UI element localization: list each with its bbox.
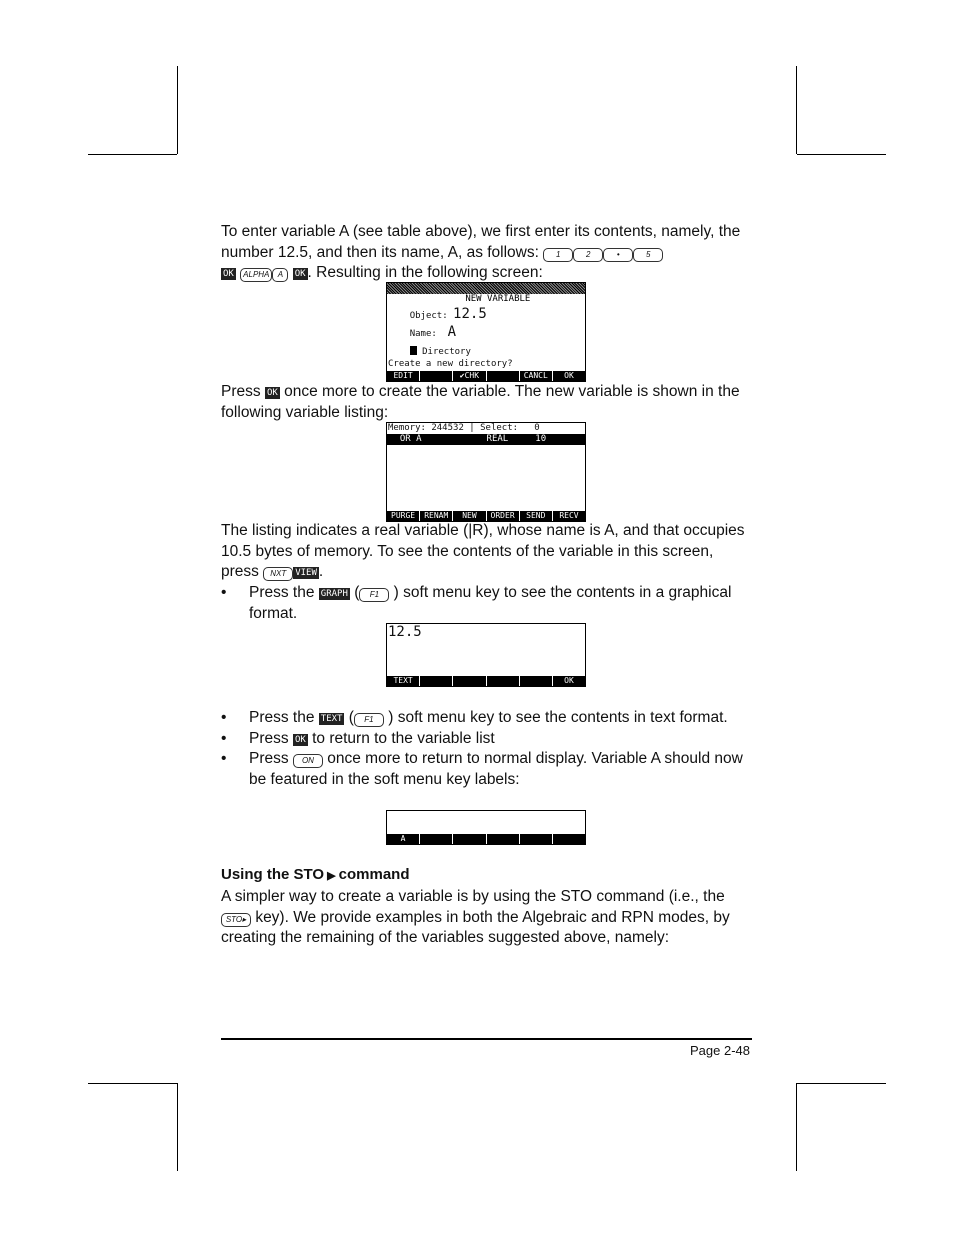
- bullet-normal-display: [221, 749, 751, 790]
- softkey-ok: OK: [266, 388, 278, 398]
- name-value: A: [447, 324, 457, 340]
- sto-line-2: [221, 908, 751, 929]
- intro-line-3: [221, 263, 751, 284]
- press-ok-line-1: [221, 382, 751, 403]
- softkey-blank: [486, 676, 519, 686]
- softkey-text: TEXT: [320, 714, 343, 724]
- intro-line-3-text: . Resulting in the following screen:: [307, 264, 543, 281]
- footer-rule: [221, 1038, 752, 1040]
- object-label: Object:: [409, 311, 448, 321]
- bullet-graph: [221, 583, 751, 624]
- key-1: 1: [543, 248, 573, 262]
- bullet-text: Press the: [249, 709, 315, 726]
- key-f1: F1: [359, 588, 389, 602]
- intro-line-1: To enter variable A (see table above), we first enter its contents, namely, the: [221, 223, 741, 240]
- softkey-blank: [519, 834, 552, 844]
- softkey-chk: ✔CHK: [452, 371, 485, 381]
- crop-mark-tl-vertical: [177, 66, 178, 154]
- bullet-text: be featured in the soft menu key labels:: [249, 770, 520, 788]
- press-ok-paragraph: [221, 382, 751, 423]
- softkey-cancel: CANCL: [519, 371, 552, 381]
- listing-line-1: The listing indicates a real variable (|R), whose name is A, and that occupies: [221, 522, 745, 539]
- listing-line-2: 10.5 bytes of memory. To see the contents of the variable in this screen,: [221, 542, 714, 560]
- softkey-ok: OK: [552, 676, 585, 686]
- triangle-right-icon: ▶: [324, 870, 339, 882]
- selected-variable-row: OR A REAL 10: [387, 434, 585, 445]
- listing-paragraph: [221, 521, 751, 583]
- calculator-screen-new-variable: [386, 282, 586, 382]
- bullet-text-format: [221, 708, 751, 729]
- crop-mark-tr-horizontal: [797, 154, 886, 155]
- bullet-text: Press: [249, 730, 289, 747]
- softkey-ok: OK: [294, 269, 306, 279]
- crop-mark-tr-vertical: [796, 66, 797, 154]
- bullet-text: Press: [249, 750, 289, 767]
- section-heading: [221, 866, 410, 883]
- softkey-blank: [552, 834, 585, 844]
- heading-text: Using the STO: [221, 866, 325, 883]
- soft-menu-bar: [387, 834, 585, 844]
- soft-menu-bar: [387, 371, 585, 381]
- press-text: Press: [221, 383, 261, 400]
- key-nxt: NXT: [263, 567, 293, 581]
- sto-line-3: creating the remaining of the variables suggested above, namely:: [221, 929, 670, 946]
- softkey-blank: [519, 676, 552, 686]
- press-text: press: [221, 563, 259, 580]
- bullet-text: ) soft menu key to see the contents in text format.: [388, 709, 728, 726]
- bullet-dot-icon: •: [221, 730, 227, 747]
- softkey-blank: [452, 676, 485, 686]
- softkey-ok: OK: [294, 735, 306, 745]
- key-5: 5: [633, 248, 663, 262]
- heading-text: command: [338, 866, 410, 883]
- softkey-blank: [419, 676, 452, 686]
- bullet-text: Press the: [249, 584, 315, 601]
- bullet-text: format.: [249, 604, 298, 622]
- crop-mark-bl-vertical: [177, 1083, 178, 1171]
- memory-row: Memory: 244532 | Select: 0: [388, 423, 540, 433]
- key-dot: •: [603, 248, 633, 262]
- press-ok-line-2: following variable listing:: [221, 403, 389, 421]
- press-ok-line-1-text: once more to create the variable. The new variable is shown in the: [284, 383, 740, 400]
- period: .: [318, 563, 324, 580]
- soft-menu-bar: [387, 511, 585, 521]
- key-a: A: [272, 268, 288, 282]
- bullet-dot-icon: •: [221, 584, 227, 601]
- page-number: Page 2-48: [690, 1043, 750, 1058]
- softkey-ok: OK: [552, 371, 585, 381]
- softkey-order: ORDER: [486, 511, 519, 521]
- calculator-screen-soft-menu: [386, 810, 586, 845]
- bullet-text-format-body: Press the TEXT ( F1 ) soft menu key to see the contents in text format.: [249, 709, 728, 726]
- intro-line-2-text: number 12.5, and then its name, A, as follows:: [221, 243, 539, 261]
- softkey-blank: [419, 371, 452, 381]
- bullet-return-list: [221, 729, 751, 750]
- soft-menu-bar: [387, 676, 585, 686]
- softkey-new: NEW: [452, 511, 485, 521]
- bullet-text: ) soft menu key to see the contents in a graphical: [393, 584, 732, 601]
- key-on: ON: [293, 754, 323, 768]
- crop-mark-tl-horizontal: [88, 154, 177, 155]
- softkey-send: SEND: [519, 511, 552, 521]
- key-sto: STO▸: [221, 913, 251, 927]
- softkey-blank: [486, 371, 519, 381]
- bullet-dot-icon: •: [221, 750, 227, 767]
- softkey-text: TEXT: [393, 676, 413, 685]
- softkey-recv: RECV: [552, 511, 585, 521]
- object-value: 12.5: [453, 306, 487, 322]
- softkey-a: A: [400, 834, 406, 843]
- softkey-edit: EDIT: [393, 371, 413, 380]
- softkey-blank: [452, 834, 485, 844]
- bullet-text: to return to the variable list: [312, 730, 495, 747]
- bullet-normal-display-body: [249, 749, 751, 790]
- sto-line-1: A simpler way to create a variable is by using the STO command (i.e., the: [221, 888, 725, 905]
- listing-line-3: [221, 562, 751, 583]
- softkey-purge: PURGE: [391, 511, 416, 520]
- sto-paragraph: [221, 887, 751, 949]
- graph-value: 12.5: [388, 624, 422, 640]
- bullet-dot-icon: •: [221, 709, 227, 726]
- intro-paragraph: [221, 222, 751, 284]
- prompt-row: Create a new directory?: [388, 359, 513, 369]
- softkey-ok: OK: [223, 269, 234, 279]
- screen-header-text: NEW VARIABLE: [462, 294, 533, 304]
- bullet-graph-body: Press the GRAPH ( F1 ) soft menu key to see the contents in a graphical format.: [249, 584, 732, 622]
- bullet-return-list-body: [249, 729, 751, 750]
- calculator-screen-variable-listing: [386, 422, 586, 522]
- softkey-graph: GRAPH: [320, 589, 348, 599]
- key-f1: F1: [354, 713, 384, 727]
- softkey-view: VIEW: [295, 568, 317, 578]
- screen-header: [387, 283, 585, 304]
- softkey-blank: [486, 834, 519, 844]
- calculator-screen-graph-view: [386, 623, 586, 687]
- key-alpha: ALPHA: [240, 268, 272, 282]
- crop-mark-br-vertical: [796, 1083, 797, 1171]
- sto-line-2-text: key). We provide examples in both the Algebraic and RPN modes, by: [255, 908, 730, 926]
- name-label: Name:: [409, 329, 437, 339]
- checkbox-icon: [410, 346, 417, 355]
- directory-label: Directory: [422, 347, 471, 357]
- softkey-blank: [419, 834, 452, 844]
- crop-mark-br-horizontal: [797, 1083, 886, 1084]
- bullet-text: once more to return to normal display. Variable A should now: [327, 750, 743, 767]
- softkey-rename: RENAM: [419, 511, 452, 521]
- intro-line-2: [221, 243, 751, 264]
- crop-mark-bl-horizontal: [88, 1083, 177, 1084]
- key-2: 2: [573, 248, 603, 262]
